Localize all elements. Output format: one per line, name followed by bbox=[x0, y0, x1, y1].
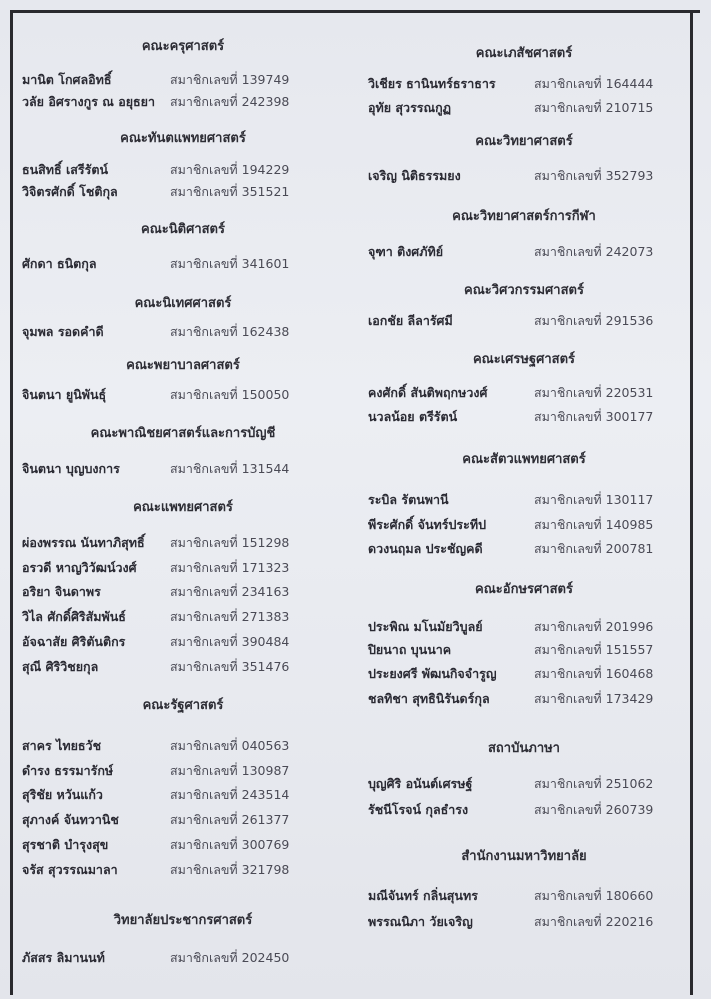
member-number: สมาชิกเลขที่ 220531 bbox=[534, 385, 654, 400]
page-border-top bbox=[10, 10, 700, 13]
member-number: สมาชิกเลขที่ 040563 bbox=[170, 738, 290, 753]
member-row bbox=[22, 582, 344, 602]
member-number: สมาชิกเลขที่ 351476 bbox=[170, 659, 290, 674]
member-row bbox=[22, 459, 344, 479]
member-name: อุทัย สุวรรณกูฏ bbox=[368, 100, 452, 115]
member-name: สุภางค์ จันทวานิช bbox=[22, 812, 119, 827]
member-number: สมาชิกเลขที่ 242398 bbox=[170, 94, 290, 109]
member-row bbox=[22, 533, 344, 553]
member-name: คงศักดิ์ สันติพฤกษวงศ์ bbox=[368, 385, 488, 400]
member-row bbox=[368, 490, 680, 510]
member-name: วิไล ศักดิ์ศิริสัมพันธ์ bbox=[22, 609, 126, 624]
member-row bbox=[22, 835, 344, 855]
member-number: สมาชิกเลขที่ 139749 bbox=[170, 72, 290, 87]
member-name: ธนสิทธิ์ เสรีรัตน์ bbox=[22, 162, 109, 177]
member-row bbox=[368, 166, 680, 186]
member-number: สมาชิกเลขที่ 260739 bbox=[534, 802, 654, 817]
member-name: ดำรง ธรรมารักษ์ bbox=[22, 763, 114, 778]
member-number: สมาชิกเลขที่ 130117 bbox=[534, 492, 654, 507]
member-row bbox=[22, 607, 344, 627]
member-row bbox=[22, 558, 344, 578]
member-number: สมาชิกเลขที่ 160468 bbox=[534, 666, 654, 681]
member-number: สมาชิกเลขที่ 164444 bbox=[534, 76, 654, 91]
member-name: อริยา จินดาพร bbox=[22, 584, 101, 599]
member-name: อัจฉาสัย ศิริตันติกร bbox=[22, 634, 126, 649]
member-name: ประยงศรี พัฒนกิจจำรูญ bbox=[368, 666, 497, 681]
member-row bbox=[368, 515, 680, 535]
member-number: สมาชิกเลขที่ 202450 bbox=[170, 950, 290, 965]
member-name: พรรณนิภา วัยเจริญ bbox=[368, 914, 473, 929]
member-row bbox=[368, 912, 680, 932]
member-number: สมาชิกเลขที่ 352793 bbox=[534, 168, 654, 183]
member-row bbox=[22, 736, 344, 756]
member-row bbox=[22, 182, 344, 202]
member-number: สมาชิกเลขที่ 210715 bbox=[534, 100, 654, 115]
member-name: มณีจันทร์ กลิ่นสุนทร bbox=[368, 888, 478, 903]
member-name: ผ่องพรรณ นันทาภิสุทธิ์ bbox=[22, 535, 145, 550]
member-number: สมาชิกเลขที่ 150050 bbox=[170, 387, 290, 402]
member-row bbox=[368, 886, 680, 906]
member-row bbox=[22, 70, 344, 90]
member-row bbox=[368, 242, 680, 262]
member-row bbox=[22, 254, 344, 274]
member-name: จรัส สุวรรณมาลา bbox=[22, 862, 118, 877]
member-name: เอกชัย ลีลารัศมี bbox=[368, 313, 453, 328]
member-name: วิจิตรศักดิ์ โชติกุล bbox=[22, 184, 118, 199]
member-row bbox=[22, 92, 344, 112]
faculty-heading: คณะนิเทศศาสตร์ bbox=[134, 296, 232, 311]
member-number: สมาชิกเลขที่ 194229 bbox=[170, 162, 290, 177]
member-number: สมาชิกเลขที่ 261377 bbox=[170, 812, 290, 827]
faculty-heading: สำนักงานมหาวิทยาลัย bbox=[461, 849, 587, 864]
member-number: สมาชิกเลขที่ 351521 bbox=[170, 184, 290, 199]
member-name: พีระศักดิ์ จันทร์ประทีป bbox=[368, 517, 486, 532]
member-number: สมาชิกเลขที่ 321798 bbox=[170, 862, 290, 877]
page-border-left bbox=[10, 10, 13, 995]
member-row bbox=[22, 785, 344, 805]
member-number: สมาชิกเลขที่ 271383 bbox=[170, 609, 290, 624]
faculty-heading: คณะอักษรศาสตร์ bbox=[475, 582, 573, 597]
member-name: จุฑา ติงศภัทิย์ bbox=[368, 244, 444, 259]
page-border-right bbox=[690, 10, 693, 995]
member-number: สมาชิกเลขที่ 243514 bbox=[170, 787, 290, 802]
member-number: สมาชิกเลขที่ 341601 bbox=[170, 256, 290, 271]
member-number: สมาชิกเลขที่ 201996 bbox=[534, 619, 654, 634]
member-name: นวลน้อย ตรีรัตน์ bbox=[368, 409, 458, 424]
member-number: สมาชิกเลขที่ 390484 bbox=[170, 634, 290, 649]
faculty-heading: คณะเภสัชศาสตร์ bbox=[475, 46, 573, 61]
faculty-heading: คณะเศรษฐศาสตร์ bbox=[472, 352, 576, 367]
member-number: สมาชิกเลขที่ 180660 bbox=[534, 888, 654, 903]
faculty-heading: คณะพยาบาลศาสตร์ bbox=[126, 358, 240, 373]
member-name: จุมพล รอดคำดี bbox=[22, 324, 104, 339]
member-number: สมาชิกเลขที่ 234163 bbox=[170, 584, 290, 599]
member-row bbox=[22, 632, 344, 652]
member-name: วิเชียร ธานินทร์ธราธาร bbox=[368, 76, 496, 91]
faculty-heading: คณะวิทยาศาสตร์ bbox=[475, 134, 573, 149]
member-name: ประพิณ มโนมัยวิบูลย์ bbox=[368, 619, 483, 634]
faculty-heading: วิทยาลัยประชากรศาสตร์ bbox=[113, 913, 253, 928]
faculty-heading: คณะพาณิชยศาสตร์และการบัญชี bbox=[90, 426, 276, 441]
member-name: สุรชาติ บำรุงสุข bbox=[22, 837, 109, 852]
faculty-heading: คณะรัฐศาสตร์ bbox=[142, 698, 224, 713]
member-row bbox=[368, 617, 680, 637]
member-name: รัชนีโรจน์ กุลธำรง bbox=[368, 802, 469, 817]
faculty-heading: คณะวิศวกรรมศาสตร์ bbox=[464, 283, 584, 298]
member-row bbox=[368, 664, 680, 684]
member-number: สมาชิกเลขที่ 251062 bbox=[534, 776, 654, 791]
member-row bbox=[22, 761, 344, 781]
member-row bbox=[368, 74, 680, 94]
member-number: สมาชิกเลขที่ 300177 bbox=[534, 409, 654, 424]
member-row bbox=[368, 98, 680, 118]
member-number: สมาชิกเลขที่ 151557 bbox=[534, 642, 654, 657]
member-name: ระบิล รัตนพานี bbox=[368, 492, 449, 507]
faculty-heading: คณะสัตวแพทยศาสตร์ bbox=[462, 452, 586, 467]
member-row bbox=[22, 948, 344, 968]
member-name: สุณี ศิริวิชยกุล bbox=[22, 659, 99, 674]
member-row bbox=[22, 385, 344, 405]
member-number: สมาชิกเลขที่ 242073 bbox=[534, 244, 654, 259]
member-row bbox=[368, 640, 680, 660]
member-number: สมาชิกเลขที่ 173429 bbox=[534, 691, 654, 706]
member-row bbox=[368, 689, 680, 709]
faculty-heading: คณะครุศาสตร์ bbox=[141, 39, 225, 54]
member-name: จินตนา บุญบงการ bbox=[22, 461, 120, 476]
member-name: ดวงนฤมล ประชัญคดี bbox=[368, 541, 483, 556]
member-number: สมาชิกเลขที่ 171323 bbox=[170, 560, 290, 575]
member-name: จินตนา ยูนิพันธุ์ bbox=[22, 387, 107, 402]
faculty-heading: คณะนิติศาสตร์ bbox=[141, 222, 225, 237]
member-name: ปิยนาถ บุนนาค bbox=[368, 642, 452, 657]
member-name: วลัย อิศรางกูร ณ อยุธยา bbox=[22, 94, 156, 109]
member-number: สมาชิกเลขที่ 162438 bbox=[170, 324, 290, 339]
member-row bbox=[22, 657, 344, 677]
member-number: สมาชิกเลขที่ 131544 bbox=[170, 461, 290, 476]
faculty-heading: สถาบันภาษา bbox=[488, 741, 560, 756]
member-name: ศักดา ธนิตกุล bbox=[22, 256, 97, 271]
member-name: เจริญ นิติธรรมยง bbox=[368, 168, 461, 183]
member-row bbox=[22, 860, 344, 880]
member-row bbox=[368, 311, 680, 331]
member-number: สมาชิกเลขที่ 220216 bbox=[534, 914, 654, 929]
member-name: ชลทิชา สุทธินิรันดร์กุล bbox=[368, 691, 490, 706]
member-row bbox=[368, 539, 680, 559]
member-number: สมาชิกเลขที่ 300769 bbox=[170, 837, 290, 852]
member-number: สมาชิกเลขที่ 151298 bbox=[170, 535, 290, 550]
member-row bbox=[368, 407, 680, 427]
member-number: สมาชิกเลขที่ 130987 bbox=[170, 763, 290, 778]
faculty-heading: คณะทันตแพทยศาสตร์ bbox=[120, 131, 246, 146]
member-row bbox=[22, 810, 344, 830]
member-row bbox=[368, 800, 680, 820]
member-number: สมาชิกเลขที่ 140985 bbox=[534, 517, 654, 532]
member-number: สมาชิกเลขที่ 200781 bbox=[534, 541, 654, 556]
member-name: สาคร ไทยธวัช bbox=[22, 738, 102, 753]
member-name: อรวดี หาญวิวัฒน์วงศ์ bbox=[22, 560, 137, 575]
member-name: ภัสสร ลิมานนท์ bbox=[22, 950, 105, 965]
faculty-heading: คณะวิทยาศาสตร์การกีฬา bbox=[452, 209, 596, 224]
member-name: บุญศิริ อนันต์เศรษฐ์ bbox=[368, 776, 473, 791]
member-name: มานิต โกศลอิทธิ์ bbox=[22, 72, 112, 87]
member-row bbox=[368, 774, 680, 794]
member-row bbox=[22, 322, 344, 342]
member-number: สมาชิกเลขที่ 291536 bbox=[534, 313, 654, 328]
member-name: สุริชัย หวันแก้ว bbox=[22, 787, 103, 802]
faculty-heading: คณะแพทยศาสตร์ bbox=[133, 500, 233, 515]
member-row bbox=[368, 383, 680, 403]
member-row bbox=[22, 160, 344, 180]
